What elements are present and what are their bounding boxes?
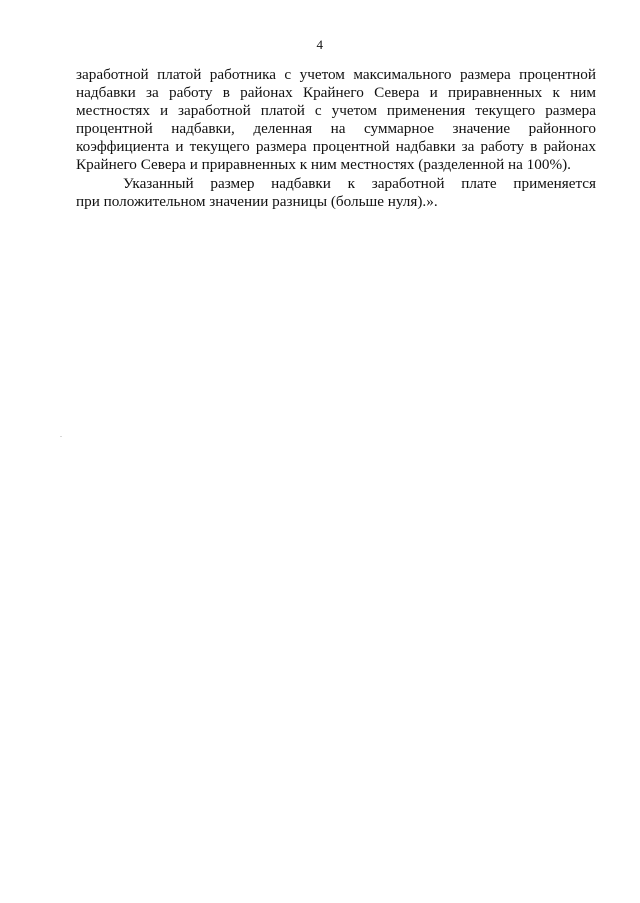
text-line: Крайнего Севера и приравненных к ним местностях (разделенной на 100%). xyxy=(76,156,571,174)
text-line: Указанный размер надбавки к заработной плате применяется xyxy=(123,174,596,192)
page-number: 4 xyxy=(316,37,324,52)
text-line: процентной надбавки, деленная на суммарное значение районного xyxy=(76,120,596,138)
text-line: при положительном значении разницы (больше нуля).». xyxy=(76,192,438,210)
paragraph-2 xyxy=(76,175,596,211)
text-line: коэффициента и текущего размера процентной надбавки за работу в районах xyxy=(76,138,596,156)
paragraph-1 xyxy=(76,66,596,175)
text-line: местностях и заработной платой с учетом применения текущего размера xyxy=(76,102,596,120)
scan-artifact xyxy=(60,436,62,437)
text-line: заработной платой работника с учетом максимального размера процентной xyxy=(76,66,596,83)
document-body xyxy=(76,66,596,211)
text-line: надбавки за работу в районах Крайнего Севера и приравненных к ним xyxy=(76,84,596,102)
